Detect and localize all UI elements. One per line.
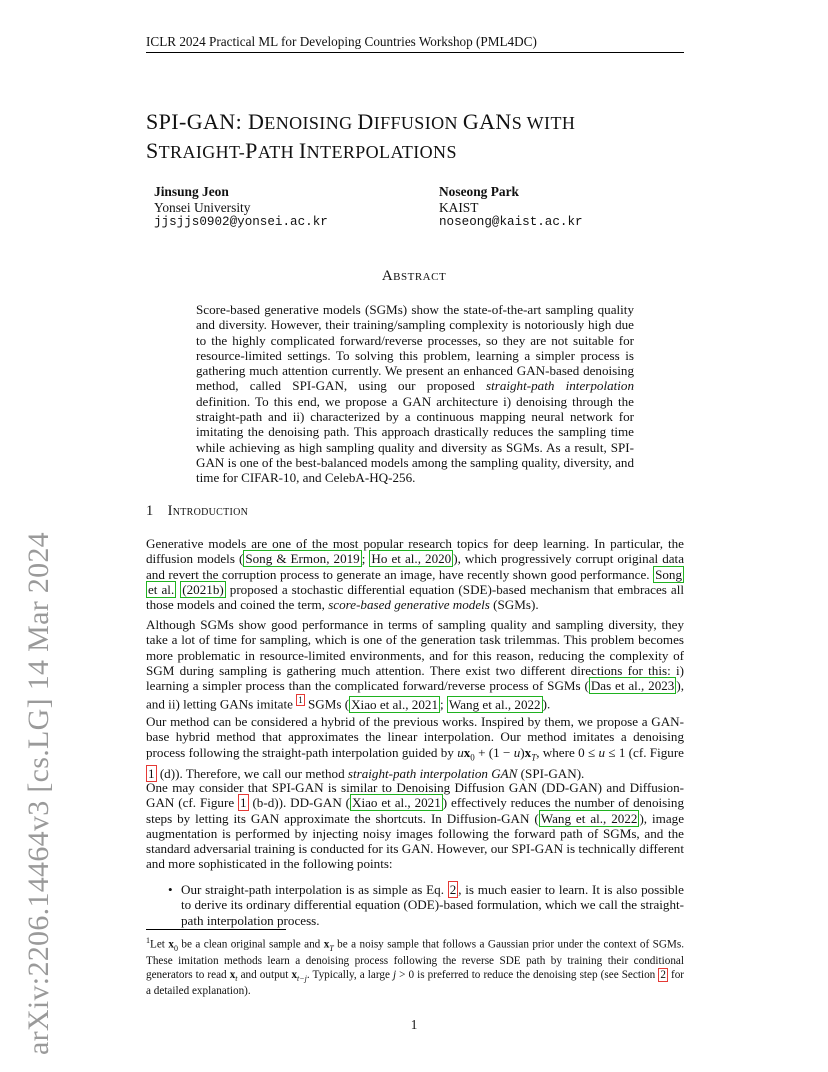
equation-link[interactable]: 2 <box>449 882 457 897</box>
running-header: ICLR 2024 Practical ML for Developing Countries Workshop (PML4DC) <box>146 34 537 49</box>
paragraph-1: Generative models are one of the most popular research topics for deep learning. In particular, the diffusion models ( Song & Ermon, 2019 ; Ho et al., 2020 ), which progressively corrupt original data and revert the corruption process to generate an image, have recently shown good performance. Song et al. (2021b) proposed a stochastic differential equation (SDE)-based mechanism that embraces all those models and coined the term, score-based generative models (SGMs). <box>146 536 685 613</box>
citation-link[interactable]: Ho et al., 2020 <box>371 551 452 567</box>
citation-link[interactable]: Das et al., 2023 <box>590 678 675 694</box>
author-email[interactable]: jjsjjs0902@yonsei.ac.kr <box>154 215 328 229</box>
author-block-2 <box>439 184 583 231</box>
figure-link[interactable]: 1 <box>148 765 155 781</box>
paper-title <box>146 108 706 166</box>
author-name: Noseong Park <box>439 184 519 199</box>
author-affiliation: Yonsei University <box>154 199 251 215</box>
author-name: Jinsung Jeon <box>154 184 229 199</box>
abstract-heading: Abstract <box>381 268 447 284</box>
figure-link[interactable]: 1 <box>240 795 247 811</box>
paragraph-2: Although SGMs show good performance in terms of sampling quality and sampling diversity, they take a lot of time for sampling, which is one of the generation task trilemmas. This problem becomes more problematic in resource-limited environments, and for this reason, reducing the complexity of SGM during sampling is gathering much attention. There exist two different directions for this: i) learning a simpler process than the complicated forward/reverse process of SGMs ( Das et al., 2023 ), and ii) letting GANs imitate $^1$ SGMs ( Xiao et al., 2021 ; Wang et al., 2022 ). <box>146 617 684 712</box>
title-line-1: SPI-GAN: DENOISING DIFFUSION GANS WITH <box>146 109 576 134</box>
abstract-body: Score-based generative models (SGMs) show the state-of-the-art sampling quality and diversity. However, their training/sampling complexity is notoriously high due to the highly complicated forward/reverse processes, so they are not suitable for resource-limited settings. To solving this problem, learning a simpler process is gathering much attention currently. We present an enhanced GAN-based denoising method, called SPI-GAN, using our proposed straight-path interpolation definition. To this end, we propose a GAN architecture i) denoising through the straight-path and ii) characterized by a continuous mapping neural network for imitating the denoising path. This approach drastically reduces the sampling time while achieving as high sampling quality and diversity as SGMs. As a result, SPI-GAN is one of the best-balanced models among the sampling quality, diversity, and time for CIFAR-10, and CelebA-HQ-256. <box>196 302 634 486</box>
title-line-2: STRAIGHT-PATH INTERPOLATIONS <box>146 138 457 163</box>
footnote-link[interactable]: 1 <box>298 695 303 706</box>
footnote: $^1$Let $x_0$ be a clean original sample and $x_T$ be a noisy sample that follows a Gaussian prior under the context of SGMs. These imitation methods learn a denoising process following the reverse SDE path by training their conditional generators to read $x_t$ and output $x_{t-j}$. Typically, a large j > 0 is preferred to reduce the denoising step (see Section 2 for a detailed explanation). <box>146 936 685 998</box>
author-affiliation: KAIST <box>439 199 479 215</box>
arxiv-stamp: arXiv:2206.14464v3 [cs.LG] 14 Mar 2024 <box>22 532 55 1055</box>
bullet-marker: • <box>168 882 173 897</box>
citation-link[interactable]: Wang et al., 2022 <box>540 810 638 826</box>
citation-link[interactable]: Song <box>655 566 682 582</box>
page-number: 1 <box>410 1017 418 1032</box>
citation-link[interactable]: et al. <box>148 581 175 597</box>
citation-link[interactable]: Xiao et al., 2021 <box>352 795 441 811</box>
paragraph-4: One may consider that SPI-GAN is similar to Denoising Diffusion GAN (DD-GAN) and Diffusion-GAN (cf. Figure 1 (b-d)). DD-GAN ( Xiao et al., 2021 ) effectively reduces the number of denoising steps by letting its GAN approximate the shortcuts. In Diffusion-GAN ( Wang et al., 2022 ), image augmentation is performed by injecting noisy images following the forward path of SGMs, and the standard adversarial training is conducted for its GAN. However, our SPI-GAN is technically different and more sophisticated in the following points: <box>146 780 684 872</box>
citation-link[interactable]: Song & Ermon, 2019 <box>245 551 360 567</box>
section-heading: 1 Introduction <box>146 503 249 519</box>
author-email[interactable]: noseong@kaist.ac.kr <box>439 215 583 229</box>
citation-link[interactable]: Xiao et al., 2021 <box>351 696 438 712</box>
author-block-1 <box>154 184 328 231</box>
citation-link[interactable]: Wang et al., 2022 <box>448 696 541 712</box>
citation-link[interactable]: (2021b) <box>182 581 224 597</box>
header-rule <box>146 52 684 53</box>
paragraph-3: Our method can be considered a hybrid of the previous works. Inspired by them, we propose a GAN-base hybrid method that approximates the linear interpolation. Our method imitates a denoising process following the straight-path interpolation guided by $ux_0 + (1 - u)x_T$, where 0 ≤ u ≤ 1 (cf. Figure 1 (d)). Therefore, we call our method straight-path interpolation GAN (SPI-GAN). <box>146 714 684 781</box>
bullet-item: • Our straight-path interpolation is as simple as Eq. 2 , is much easier to learn. It is also possible to derive its ordinary differential equation (ODE)-based formulation, which we call the straight-path interpolation process. <box>168 882 684 928</box>
section-link[interactable]: 2 <box>660 968 666 981</box>
footnote-rule <box>146 929 286 930</box>
